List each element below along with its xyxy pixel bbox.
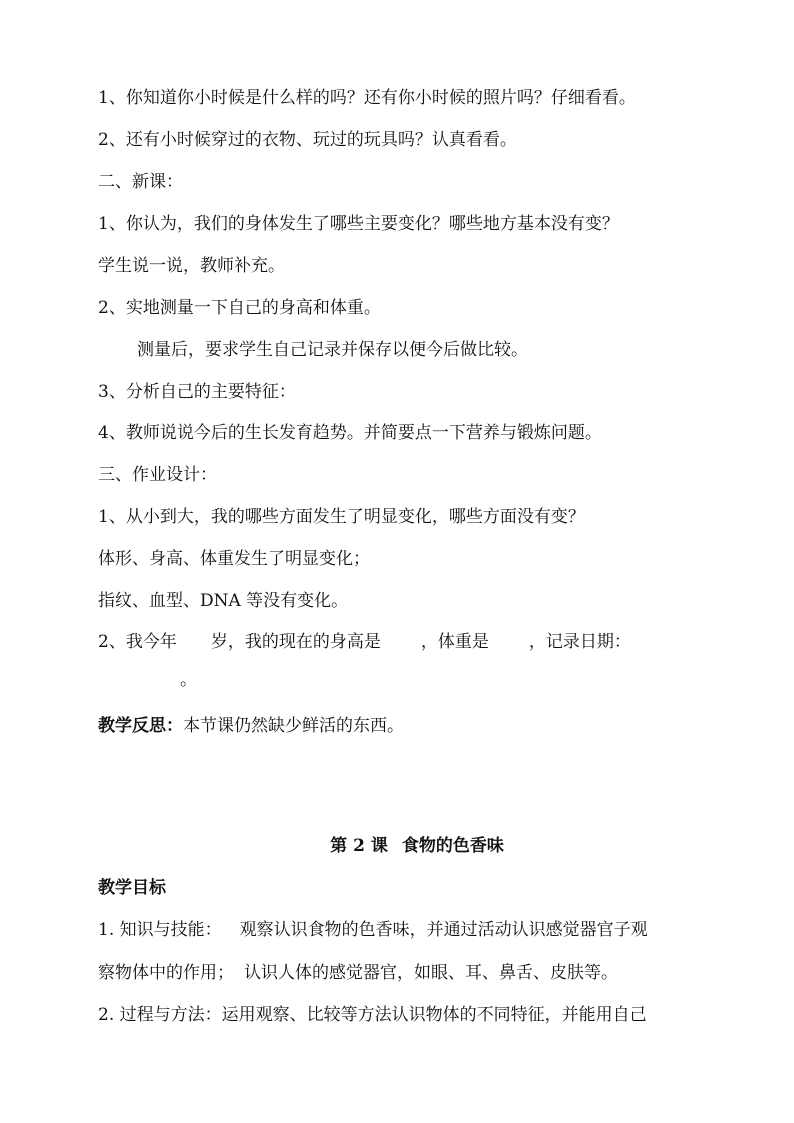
goals-heading: 教学目标 (98, 878, 166, 898)
text-line: 学生说一说，教师补充。 (98, 256, 285, 276)
lesson-title (0, 834, 794, 858)
goal-label: 1. 知识与技能： (98, 920, 222, 940)
fill-text: 岁，我的现在的身高是 (210, 632, 381, 652)
fill-text: ，记录日期： (528, 632, 631, 652)
fill-in-line (98, 630, 718, 654)
text-line: 测量后，要求学生自己记录并保存以便今后做比较。 (137, 340, 528, 360)
reflection-label: 教学反思： (98, 716, 183, 736)
reflection-text: 本节课仍然缺少鲜活的东西。 (183, 716, 404, 736)
goal-text: 察物体中的作用； (98, 963, 234, 983)
reflection-line (98, 714, 718, 738)
text-line: 1、从小到大，我的哪些方面发生了明显变化，哪些方面没有变？ (98, 507, 585, 527)
fill-text: 2、我今年 (98, 632, 177, 652)
lesson-name: 食物的色香味 (401, 836, 504, 856)
text-line: 2、实地测量一下自己的身高和体重。 (98, 298, 381, 318)
text-line: 1、你认为，我们的身体发生了哪些主要变化？哪些地方基本没有变？ (98, 214, 619, 234)
text-line: 。 (180, 670, 197, 690)
text-line: 4、教师说说今后的生长发育趋势。并简要点一下营养与锻炼问题。 (98, 423, 602, 443)
text-line: 2、还有小时候穿过的衣物、玩过的玩具吗？认真看看。 (98, 130, 517, 150)
text-line: 2. 过程与方法：运用观察、比较等方法认识物体的不同特征，并能用自己 (98, 1005, 647, 1025)
section-heading: 三、作业设计： (98, 465, 217, 485)
goal-text: 观察认识食物的色香味，并通过活动认识感觉器官子观 (239, 920, 648, 940)
lesson-number: 第 2 课 (330, 836, 388, 856)
text-line (98, 961, 718, 985)
goal-text: 认识人体的感觉器官，如眼、耳、鼻舌、皮肤等。 (244, 963, 618, 983)
text-line: 指纹、血型、DNA 等没有变化。 (98, 591, 349, 611)
text-line: 1、你知道你小时候是什么样的吗？还有你小时候的照片吗？仔细看看。 (98, 88, 636, 108)
text-line (98, 918, 718, 942)
text-line: 体形、身高、体重发生了明显变化； (98, 549, 370, 569)
section-heading: 二、新课： (98, 172, 183, 192)
text-line: 3、分析自己的主要特征： (98, 382, 296, 402)
fill-text: ，体重是 (420, 632, 489, 652)
